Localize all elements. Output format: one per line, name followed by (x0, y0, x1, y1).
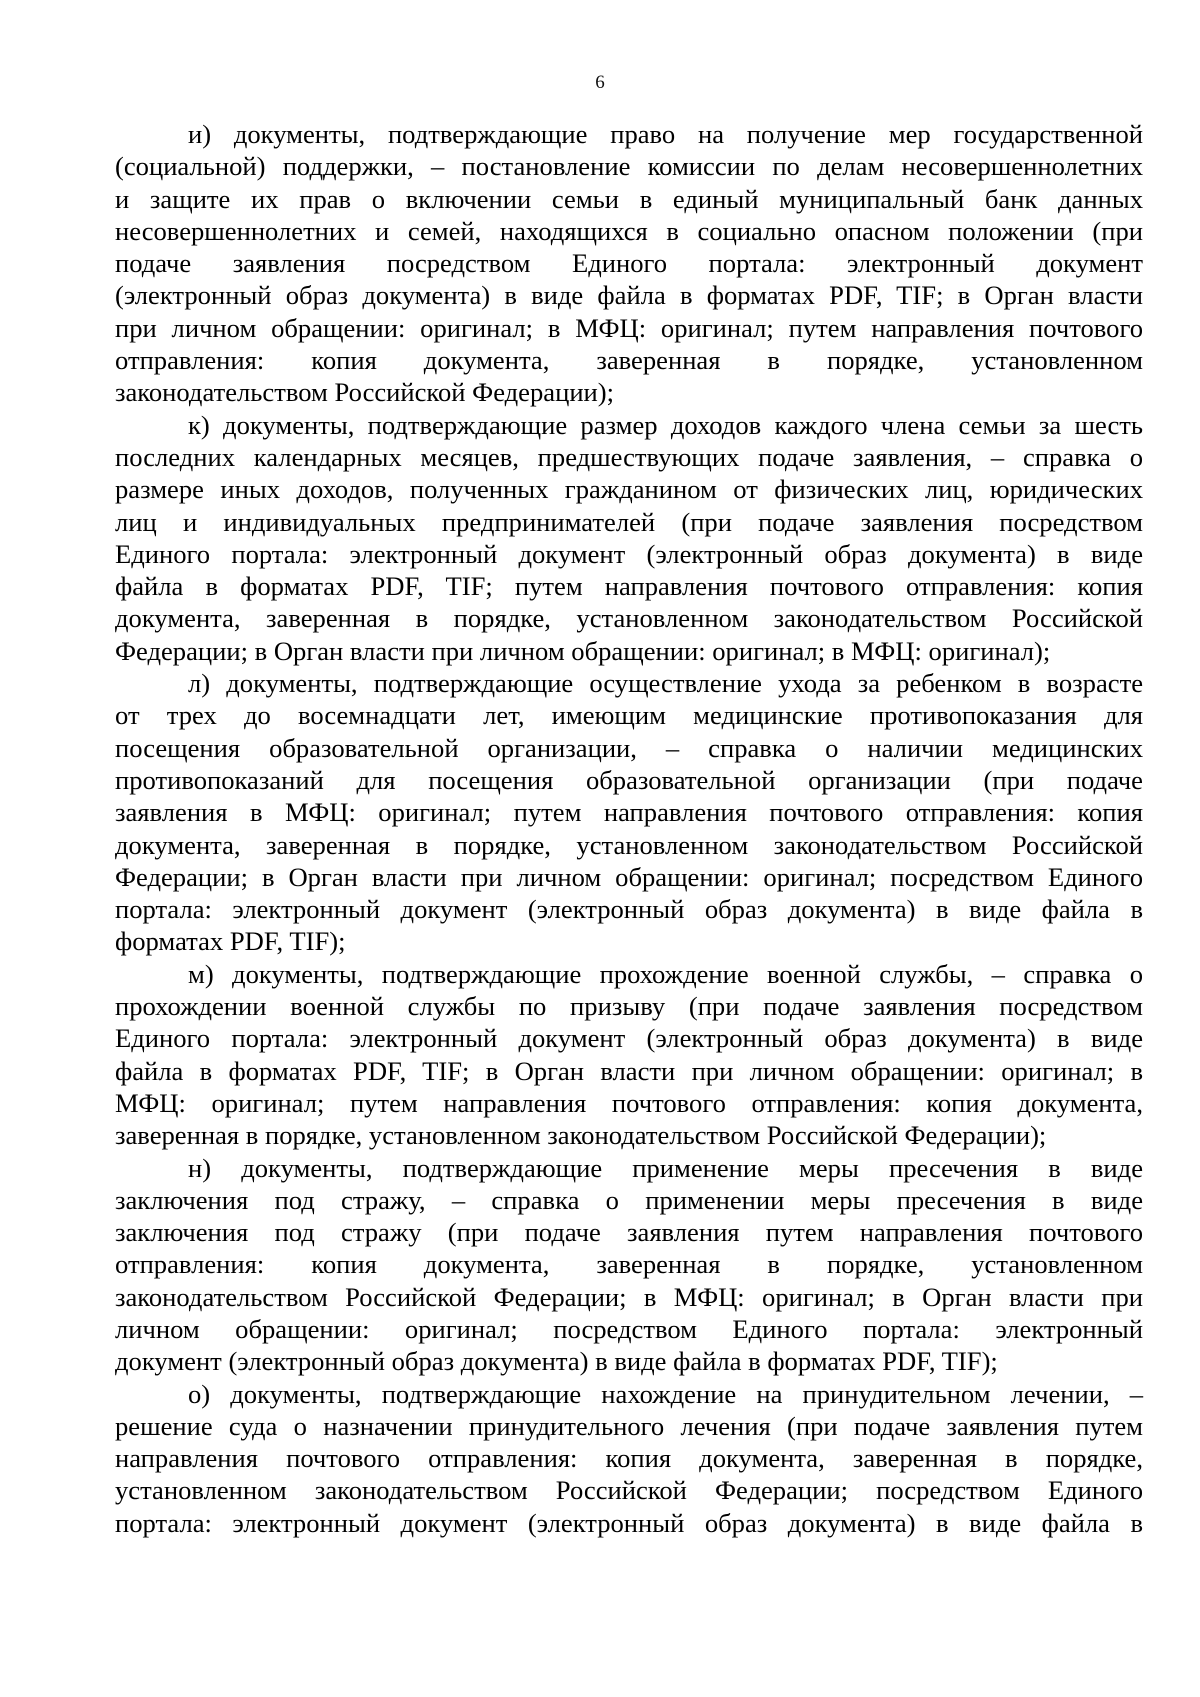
text-line: Федерации; в Орган власти при личном обращении: оригинал; в МФЦ: оригинал); (115, 635, 1051, 666)
text-line: законодательством Российской Федерации); (115, 377, 615, 408)
text-line: несовершеннолетних и семей, находящихся в социально опасном положении (при (115, 215, 1143, 246)
paragraph-n (115, 1152, 1143, 1378)
text-line: документа, заверенная в порядке, установленном законодательством Российской (115, 603, 1143, 634)
text-line: документ (электронный образ документа) в виде файла в форматах PDF, TIF); (115, 1346, 998, 1377)
text-line: и защите их прав о включении семьи в единый муниципальный банк данных (115, 183, 1143, 214)
text-line: портала: электронный документ (электронный образ документа) в виде файла в (115, 1507, 1143, 1538)
document-body (115, 118, 1143, 1539)
text-line: л) документы, подтверждающие осуществление ухода за ребенком в возрасте (188, 668, 1143, 699)
text-line: отправления: копия документа, заверенная в порядке, установленном (115, 1249, 1143, 1280)
text-line: Единого портала: электронный документ (электронный образ документа) в виде (115, 538, 1143, 569)
text-line: установленном законодательством Российской Федерации; посредством Единого (115, 1475, 1143, 1506)
text-line: м) документы, подтверждающие прохождение военной службы, – справка о (188, 958, 1143, 989)
text-line: посещения образовательной организации, – справка о наличии медицинских (115, 732, 1143, 763)
text-line: заключения под стражу, – справка о применении меры пресечения в виде (115, 1184, 1143, 1215)
text-line: заключения под стражу (при подаче заявления путем направления почтового (115, 1217, 1143, 1248)
text-line: файла в форматах PDF, TIF; в Орган власти при личном обращении: оригинал; в (115, 1055, 1143, 1086)
text-line: от трех до восемнадцати лет, имеющим медицинские противопоказания для (115, 700, 1143, 731)
text-line: при личном обращении: оригинал; в МФЦ: оригинал; путем направления почтового (115, 312, 1143, 343)
text-line: Единого портала: электронный документ (электронный образ документа) в виде (115, 1023, 1143, 1054)
text-line: лиц и индивидуальных предпринимателей (при подаче заявления посредством (115, 506, 1143, 537)
text-line: решение суда о назначении принудительного лечения (при подаче заявления путем (115, 1410, 1143, 1441)
paragraph-i (115, 118, 1143, 409)
text-line: размере иных доходов, полученных гражданином от физических лиц, юридических (115, 474, 1143, 505)
text-line: документа, заверенная в порядке, установленном законодательством Российской (115, 829, 1143, 860)
text-line: портала: электронный документ (электронный образ документа) в виде файла в (115, 894, 1143, 925)
text-line: подаче заявления посредством Единого портала: электронный документ (115, 248, 1143, 279)
text-line: последних календарных месяцев, предшествующих подаче заявления, – справка о (115, 441, 1143, 472)
text-line: МФЦ: оригинал; путем направления почтового отправления: копия документа, (115, 1087, 1143, 1118)
text-line: личном обращении: оригинал; посредством Единого портала: электронный (115, 1313, 1143, 1344)
text-line: (социальной) поддержки, – постановление комиссии по делам несовершеннолетних (115, 151, 1143, 182)
paragraph-l (115, 667, 1143, 958)
text-line: направления почтового отправления: копия документа, заверенная в порядке, (115, 1443, 1143, 1474)
text-line: отправления: копия документа, заверенная в порядке, установленном (115, 345, 1143, 376)
text-line: заявления в МФЦ: оригинал; путем направления почтового отправления: копия (115, 797, 1143, 828)
text-line: н) документы, подтверждающие применение меры пресечения в виде (188, 1152, 1143, 1183)
text-line: прохождении военной службы по призыву (при подаче заявления посредством (115, 991, 1143, 1022)
text-line: противопоказаний для посещения образовательной организации (при подаче (115, 764, 1143, 795)
paragraph-o (115, 1378, 1143, 1539)
text-line: законодательством Российской Федерации; в МФЦ: оригинал; в Орган власти при (115, 1281, 1143, 1312)
text-line: заверенная в порядке, установленном законодательством Российской Федерации); (115, 1120, 1047, 1151)
paragraph-m (115, 958, 1143, 1152)
text-line: Федерации; в Орган власти при личном обращении: оригинал; посредством Единого (115, 861, 1143, 892)
paragraph-k (115, 409, 1143, 667)
text-line: форматах PDF, TIF); (115, 926, 346, 957)
text-line: (электронный образ документа) в виде файла в форматах PDF, TIF; в Орган власти (115, 280, 1143, 311)
text-line: о) документы, подтверждающие нахождение на принудительном лечении, – (188, 1378, 1143, 1409)
text-line: к) документы, подтверждающие размер доходов каждого члена семьи за шесть (188, 409, 1143, 440)
text-line: файла в форматах PDF, TIF; путем направления почтового отправления: копия (115, 571, 1143, 602)
text-line: и) документы, подтверждающие право на получение мер государственной (188, 119, 1143, 149)
page-number: 6 (595, 72, 605, 93)
